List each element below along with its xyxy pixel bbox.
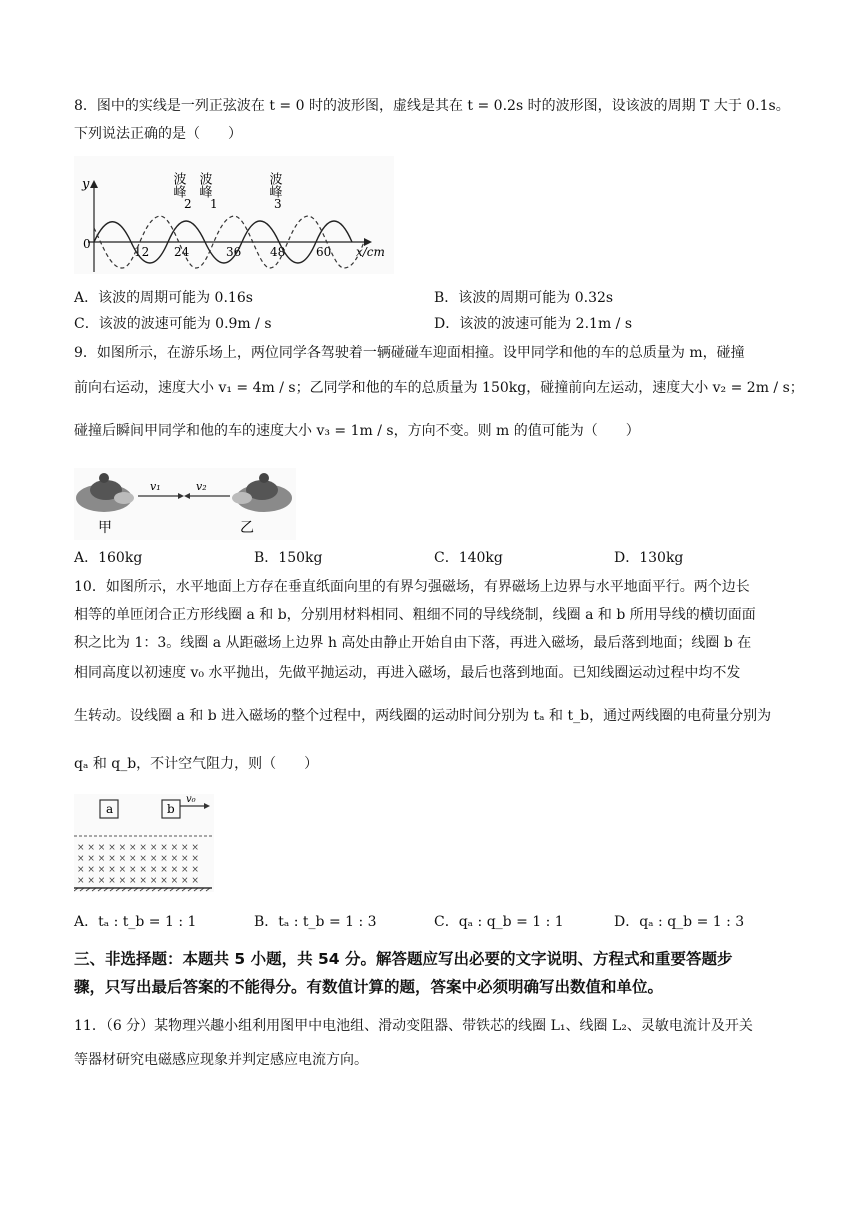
x-tick: 24 (174, 245, 190, 259)
crest-number-1: 1 (210, 197, 218, 211)
v0-label: v₀ (186, 794, 196, 805)
x-tick: 48 (270, 245, 286, 259)
svg-text:× × × × × × × × × × × ×: × × × × × × × × × × × × (77, 843, 199, 853)
q8-stem-line2: 下列说法正确的是（ ） (74, 126, 242, 142)
q10-stem-line2: 相等的单匝闭合正方形线圈 a 和 b，分别用材料相同、粗细不同的导线绕制，线圈 a 和 b 所用导线的横切面面 (74, 607, 756, 623)
q8-option-a[interactable]: A．该波的周期可能为 0.16s (74, 290, 253, 306)
section3-heading-line1: 三、非选择题：本题共 5 小题，共 54 分。解答题应写出必要的文字说明、方程式和重要答题步 (74, 950, 733, 968)
crest-number-3: 3 (274, 197, 282, 211)
v2-label: v₂ (196, 480, 207, 493)
q10-stem-line6: qₐ 和 q_b，不计空气阻力，则（ ） (74, 756, 319, 772)
q9-stem-line2: 前向右运动，速度大小 v₁ = 4m / s；乙同学和他的车的总质量为 150kg，碰撞前向左运动，速度大小 v₂ = 2m / s； (74, 380, 804, 396)
v1-label: v₁ (150, 480, 161, 493)
q9-option-a[interactable]: A．160kg (74, 550, 143, 566)
x-tick: 12 (134, 245, 150, 259)
q8-stem-line1: 8．图中的实线是一列正弦波在 t = 0 时的波形图，虚线是其在 t = 0.2s 时的波形图，设该波的周期 T 大于 0.1s。 (74, 98, 790, 114)
x-tick: 60 (316, 245, 332, 259)
q10-option-d[interactable]: D．qₐ : q_b = 1 : 3 (614, 914, 745, 930)
section3-heading-line2: 骤，只写出最后答案的不能得分。有数值计算的题，答案中必须明确写出数值和单位。 (74, 978, 664, 996)
q9-stem-line1: 9．如图所示，在游乐场上，两位同学各驾驶着一辆碰碰车迎面相撞。设甲同学和他的车的总质量为 m，碰撞 (74, 345, 745, 361)
q10-option-a[interactable]: A．tₐ : t_b = 1 : 1 (74, 914, 197, 930)
q9-option-d[interactable]: D．130kg (614, 550, 684, 566)
q9-option-c[interactable]: C．140kg (434, 550, 503, 566)
svg-text:× × × × × × × × × × × ×: × × × × × × × × × × × × (77, 876, 199, 886)
q10-option-b[interactable]: B．tₐ : t_b = 1 : 3 (254, 914, 377, 930)
q8-option-d[interactable]: D．该波的波速可能为 2.1m / s (434, 316, 633, 332)
bumper-car-figure (74, 468, 296, 540)
coil-b-label: b (167, 802, 175, 816)
magnetic-field-figure (74, 794, 214, 892)
origin-label: 0 (83, 237, 91, 251)
field-crosses (77, 843, 199, 886)
q9-stem-line3: 碰撞后瞬间甲同学和他的车的速度大小 v₃ = 1m / s，方向不变。则 m 的值可能为（ ） (74, 423, 640, 439)
q10-stem-line3: 积之比为 1：3。线圈 a 从距磁场上边界 h 高处由静止开始自由下落，再进入磁场，最后落到地面；线圈 b 在 (74, 635, 752, 651)
q10-option-c[interactable]: C．qₐ : q_b = 1 : 1 (434, 914, 564, 930)
svg-text:× × × × × × × × × × × ×: × × × × × × × × × × × × (77, 865, 199, 875)
y-axis-label: y (82, 177, 90, 192)
q10-stem-line5: 生转动。设线圈 a 和 b 进入磁场的整个过程中，两线圈的运动时间分别为 tₐ 和 t_b，通过两线圈的电荷量分别为 (74, 708, 772, 724)
crest-label-2: 波峰 (170, 172, 186, 198)
crest-number-2: 2 (184, 197, 192, 211)
q10-stem-line1: 10．如图所示，水平地面上方存在垂直纸面向里的有界匀强磁场，有界磁场上边界与水平地面平行。两个边长 (74, 579, 750, 595)
coil-a-label: a (106, 802, 114, 816)
q11-stem-line2: 等器材研究电磁感应现象并判定感应电流方向。 (74, 1052, 368, 1068)
left-car-label: 甲 (98, 520, 112, 536)
crest-label-1: 波峰 (196, 172, 212, 198)
x-axis-unit: x/cm (356, 245, 385, 259)
q11-stem-line1: 11．（6 分）某物理兴趣小组利用图甲中电池组、滑动变阻器、带铁芯的线圈 L₁、线圈 L₂、灵敏电流计及开关 (74, 1018, 753, 1034)
svg-text:× × × × × × × × × × × ×: × × × × × × × × × × × × (77, 854, 199, 864)
wave-figure (74, 156, 394, 274)
q8-option-c[interactable]: C．该波的波速可能为 0.9m / s (74, 316, 272, 332)
right-car-label: 乙 (240, 520, 254, 536)
q9-option-b[interactable]: B．150kg (254, 550, 323, 566)
q8-option-b[interactable]: B．该波的周期可能为 0.32s (434, 290, 614, 306)
x-tick: 36 (226, 245, 242, 259)
crest-label-3: 波峰 (266, 172, 282, 198)
q10-stem-line4: 相同高度以初速度 v₀ 水平抛出，先做平抛运动，再进入磁场，最后也落到地面。已知线圈运动过程中均不发 (74, 665, 741, 681)
